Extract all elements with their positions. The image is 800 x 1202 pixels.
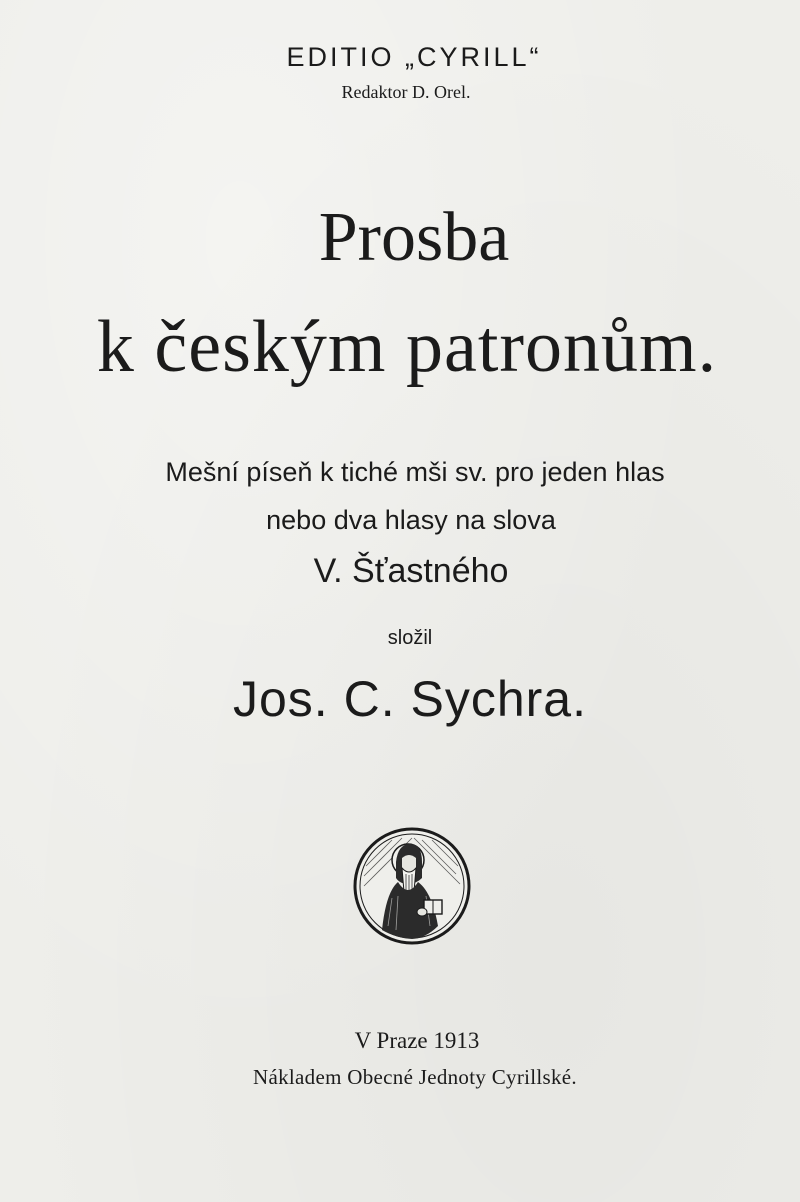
composer-name: Jos. C. Sychra. bbox=[233, 671, 587, 727]
subtitle-line-2: nebo dva hlasy na slova bbox=[266, 505, 556, 535]
subtitle-line-1: Mešní píseň k tiché mši sv. pro jeden hlas bbox=[165, 457, 665, 487]
publisher: Nákladem Obecné Jednoty Cyrillské. bbox=[253, 1065, 577, 1089]
title-line-2: k českým patronům. bbox=[96, 306, 718, 388]
editor-credit: Redaktor D. Orel. bbox=[341, 82, 471, 102]
title-line-1: Prosba bbox=[318, 199, 510, 276]
lyricist-name: V. Šťastného bbox=[313, 552, 509, 590]
saint-medallion-icon bbox=[352, 826, 472, 946]
place-and-year: V Praze 1913 bbox=[354, 1028, 480, 1053]
edition-name: EDITIO „CYRILL“ bbox=[286, 42, 542, 72]
composed-label: složil bbox=[387, 627, 433, 649]
